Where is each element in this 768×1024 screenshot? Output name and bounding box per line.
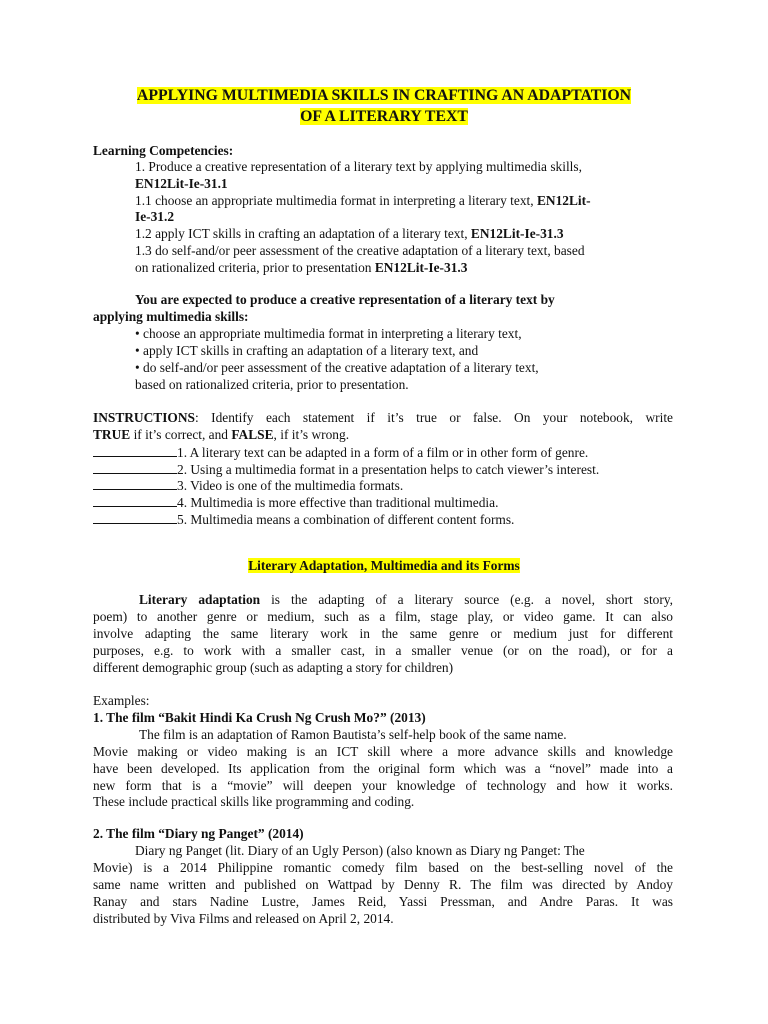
competency-1-1-code-cont: Ie-31.2 [135, 209, 175, 224]
expected-bullet-3: • do self-and/or peer assessment of the creative adaptation of a literary text, [135, 360, 539, 375]
answer-blank[interactable] [93, 477, 177, 490]
expected-line-1: You are expected to produce a creative representation of a literary text by [135, 292, 555, 307]
instructions-line-1: INSTRUCTIONS: Identify each statement if it’s true or false. On your notebook, write [93, 410, 673, 425]
competency-1-3-cont: on rationalized criteria, prior to presentation EN12Lit-Ie-31.3 [135, 260, 468, 275]
competency-1-code: EN12Lit-Ie-31.1 [135, 176, 228, 191]
competency-1: 1. Produce a creative representation of a literary text by applying multimedia skills, [135, 159, 582, 174]
title-line-2: OF A LITERARY TEXT [300, 108, 468, 125]
example-1-line-1: The film is an adaptation of Ramon Bautista’s self-help book of the same name. [139, 727, 567, 742]
example-1-line-5: These include practical skills like programming and coding. [93, 794, 415, 809]
instructions-line-2: TRUE if it’s correct, and FALSE, if it’s wrong. [93, 427, 350, 442]
quiz-item-3: 3. Video is one of the multimedia formats. [93, 477, 403, 495]
example-2-title: 2. The film “Diary ng Panget” (2014) [93, 826, 304, 841]
expected-bullet-3-cont: based on rationalized criteria, prior to presentation. [135, 377, 409, 392]
example-1-title: 1. The film “Bakit Hindi Ka Crush Ng Crush Mo?” (2013) [93, 710, 426, 725]
expected-bullet-1: • choose an appropriate multimedia format in interpreting a literary text, [135, 326, 522, 341]
example-2-line-5: distributed by Viva Films and released on April 2, 2014. [93, 911, 394, 926]
quiz-item-5: 5. Multimedia means a combination of different content forms. [93, 511, 514, 529]
quiz-item-4: 4. Multimedia is more effective than traditional multimedia. [93, 494, 498, 512]
answer-blank[interactable] [93, 444, 177, 457]
adaptation-line-3: involve adapting the same literary work in the same genre or medium just for different [93, 626, 673, 641]
section-heading: Literary Adaptation, Multimedia and its Forms [248, 558, 520, 573]
answer-blank[interactable] [93, 511, 177, 524]
title-line-1: APPLYING MULTIMEDIA SKILLS IN CRAFTING AN ADAPTATION [136, 87, 632, 104]
example-1-line-4: new form that is a “movie” will deepen your knowledge of technology and how it works. [93, 778, 673, 793]
example-2-line-2: Movie) is a 2014 Philippine romantic comedy film based on the best-selling novel of the [93, 860, 673, 875]
expected-line-2: applying multimedia skills: [93, 309, 249, 324]
competency-1-1: 1.1 choose an appropriate multimedia format in interpreting a literary text, EN12Lit- [135, 193, 591, 208]
example-2-line-4: Ranay and stars Nadine Lustre, James Reid, Yassi Pressman, and Andre Paras. It was [93, 894, 673, 909]
example-2-line-3: same name written and published on Wattpad by Denny R. The film was directed by Andoy [93, 877, 673, 892]
adaptation-line-4: purposes, e.g. to work with a smaller cast, in a smaller venue (or on the road), or for a [93, 643, 673, 658]
examples-label: Examples: [93, 693, 150, 708]
answer-blank[interactable] [93, 494, 177, 507]
expected-bullet-2: • apply ICT skills in crafting an adaptation of a literary text, and [135, 343, 479, 358]
adaptation-line-5: different demographic group (such as adapting a story for children) [93, 660, 454, 675]
quiz-item-2: 2. Using a multimedia format in a presentation helps to catch viewer’s interest. [93, 461, 599, 479]
competency-1-2: 1.2 apply ICT skills in crafting an adaptation of a literary text, EN12Lit-Ie-31.3 [135, 226, 564, 241]
example-2-line-1: Diary ng Panget (lit. Diary of an Ugly Person) (also known as Diary ng Panget: The [135, 843, 585, 858]
answer-blank[interactable] [93, 461, 177, 474]
competencies-heading: Learning Competencies: [93, 143, 234, 158]
quiz-item-1: 1. A literary text can be adapted in a form of a film or in other form of genre. [93, 444, 588, 462]
example-1-line-2: Movie making or video making is an ICT skill where a more advance skills and knowledge [93, 744, 673, 759]
example-1-line-3: have been developed. Its application from the original form which was a “novel” made into a [93, 761, 673, 776]
competency-1-3: 1.3 do self-and/or peer assessment of the creative adaptation of a literary text, based [135, 243, 585, 258]
adaptation-line-1: Literary adaptation is the adapting of a literary source (e.g. a novel, short story, [139, 592, 673, 607]
adaptation-line-2: poem) to another genre or medium, such as a film, stage play, or video game. It can also [93, 609, 673, 624]
